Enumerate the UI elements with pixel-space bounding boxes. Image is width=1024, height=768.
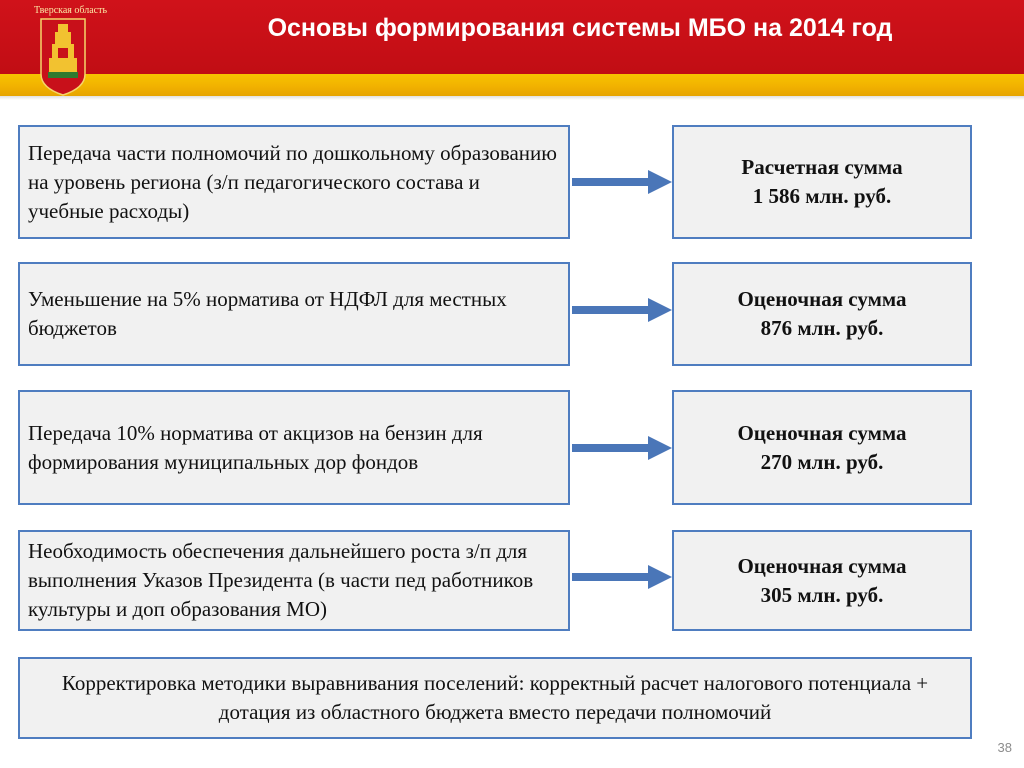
slide-title: Основы формирования системы МБО на 2014 год	[267, 14, 893, 42]
arrow-right-icon	[572, 298, 672, 322]
arrow-right-icon	[572, 170, 672, 194]
description-text-3: Передача 10% норматива от акцизов на бензин для формирования муниципальных дор фондов	[28, 420, 483, 474]
arrow-right-icon	[572, 565, 672, 589]
description-box-1	[18, 125, 570, 239]
description-box-2	[18, 262, 570, 366]
arrow-right-icon	[572, 436, 672, 460]
amount-box-1	[672, 125, 972, 239]
description-box-3	[18, 390, 570, 505]
description-text-2: Уменьшение на 5% норматива от НДФЛ для местных бюджетов	[28, 287, 507, 340]
amount-label-2: Оценочная сумма	[737, 287, 907, 311]
amount-label-4: Оценочная сумма	[737, 553, 907, 578]
amount-value-1: 1 586 млн. руб.	[752, 184, 892, 208]
coat-of-arms-icon	[40, 18, 86, 96]
amount-box-3	[672, 390, 972, 505]
region-label: Тверская область	[34, 5, 108, 16]
page-number: 38	[997, 740, 1012, 755]
amount-label-3: Оценочная сумма	[737, 420, 907, 445]
description-text-1: Передача части полномочий по дошкольному образованию на уровень региона (з/п педагогического состава и учебные расходы)	[28, 140, 557, 223]
methodology-note-box	[18, 657, 972, 739]
description-box-4	[18, 530, 570, 631]
methodology-note-text: Корректировка методики выравнивания поселений: корректный расчет налогового потенциала + дотация из областного бюджета вместо передачи полномочий	[61, 671, 929, 724]
amount-label-1: Расчетная сумма	[741, 155, 903, 179]
amount-value-3: 270 млн. руб.	[760, 449, 884, 474]
amount-value-2: 876 млн. руб.	[760, 316, 884, 340]
amount-box-2	[672, 262, 972, 366]
header-gold-stripe	[0, 74, 1024, 96]
amount-box-4	[672, 530, 972, 631]
amount-value-4: 305 млн. руб.	[760, 582, 884, 607]
description-text-4: Необходимость обеспечения дальнейшего роста з/п для выполнения Указов Президента (в части пед работников культуры и доп образования МО)	[28, 539, 534, 621]
